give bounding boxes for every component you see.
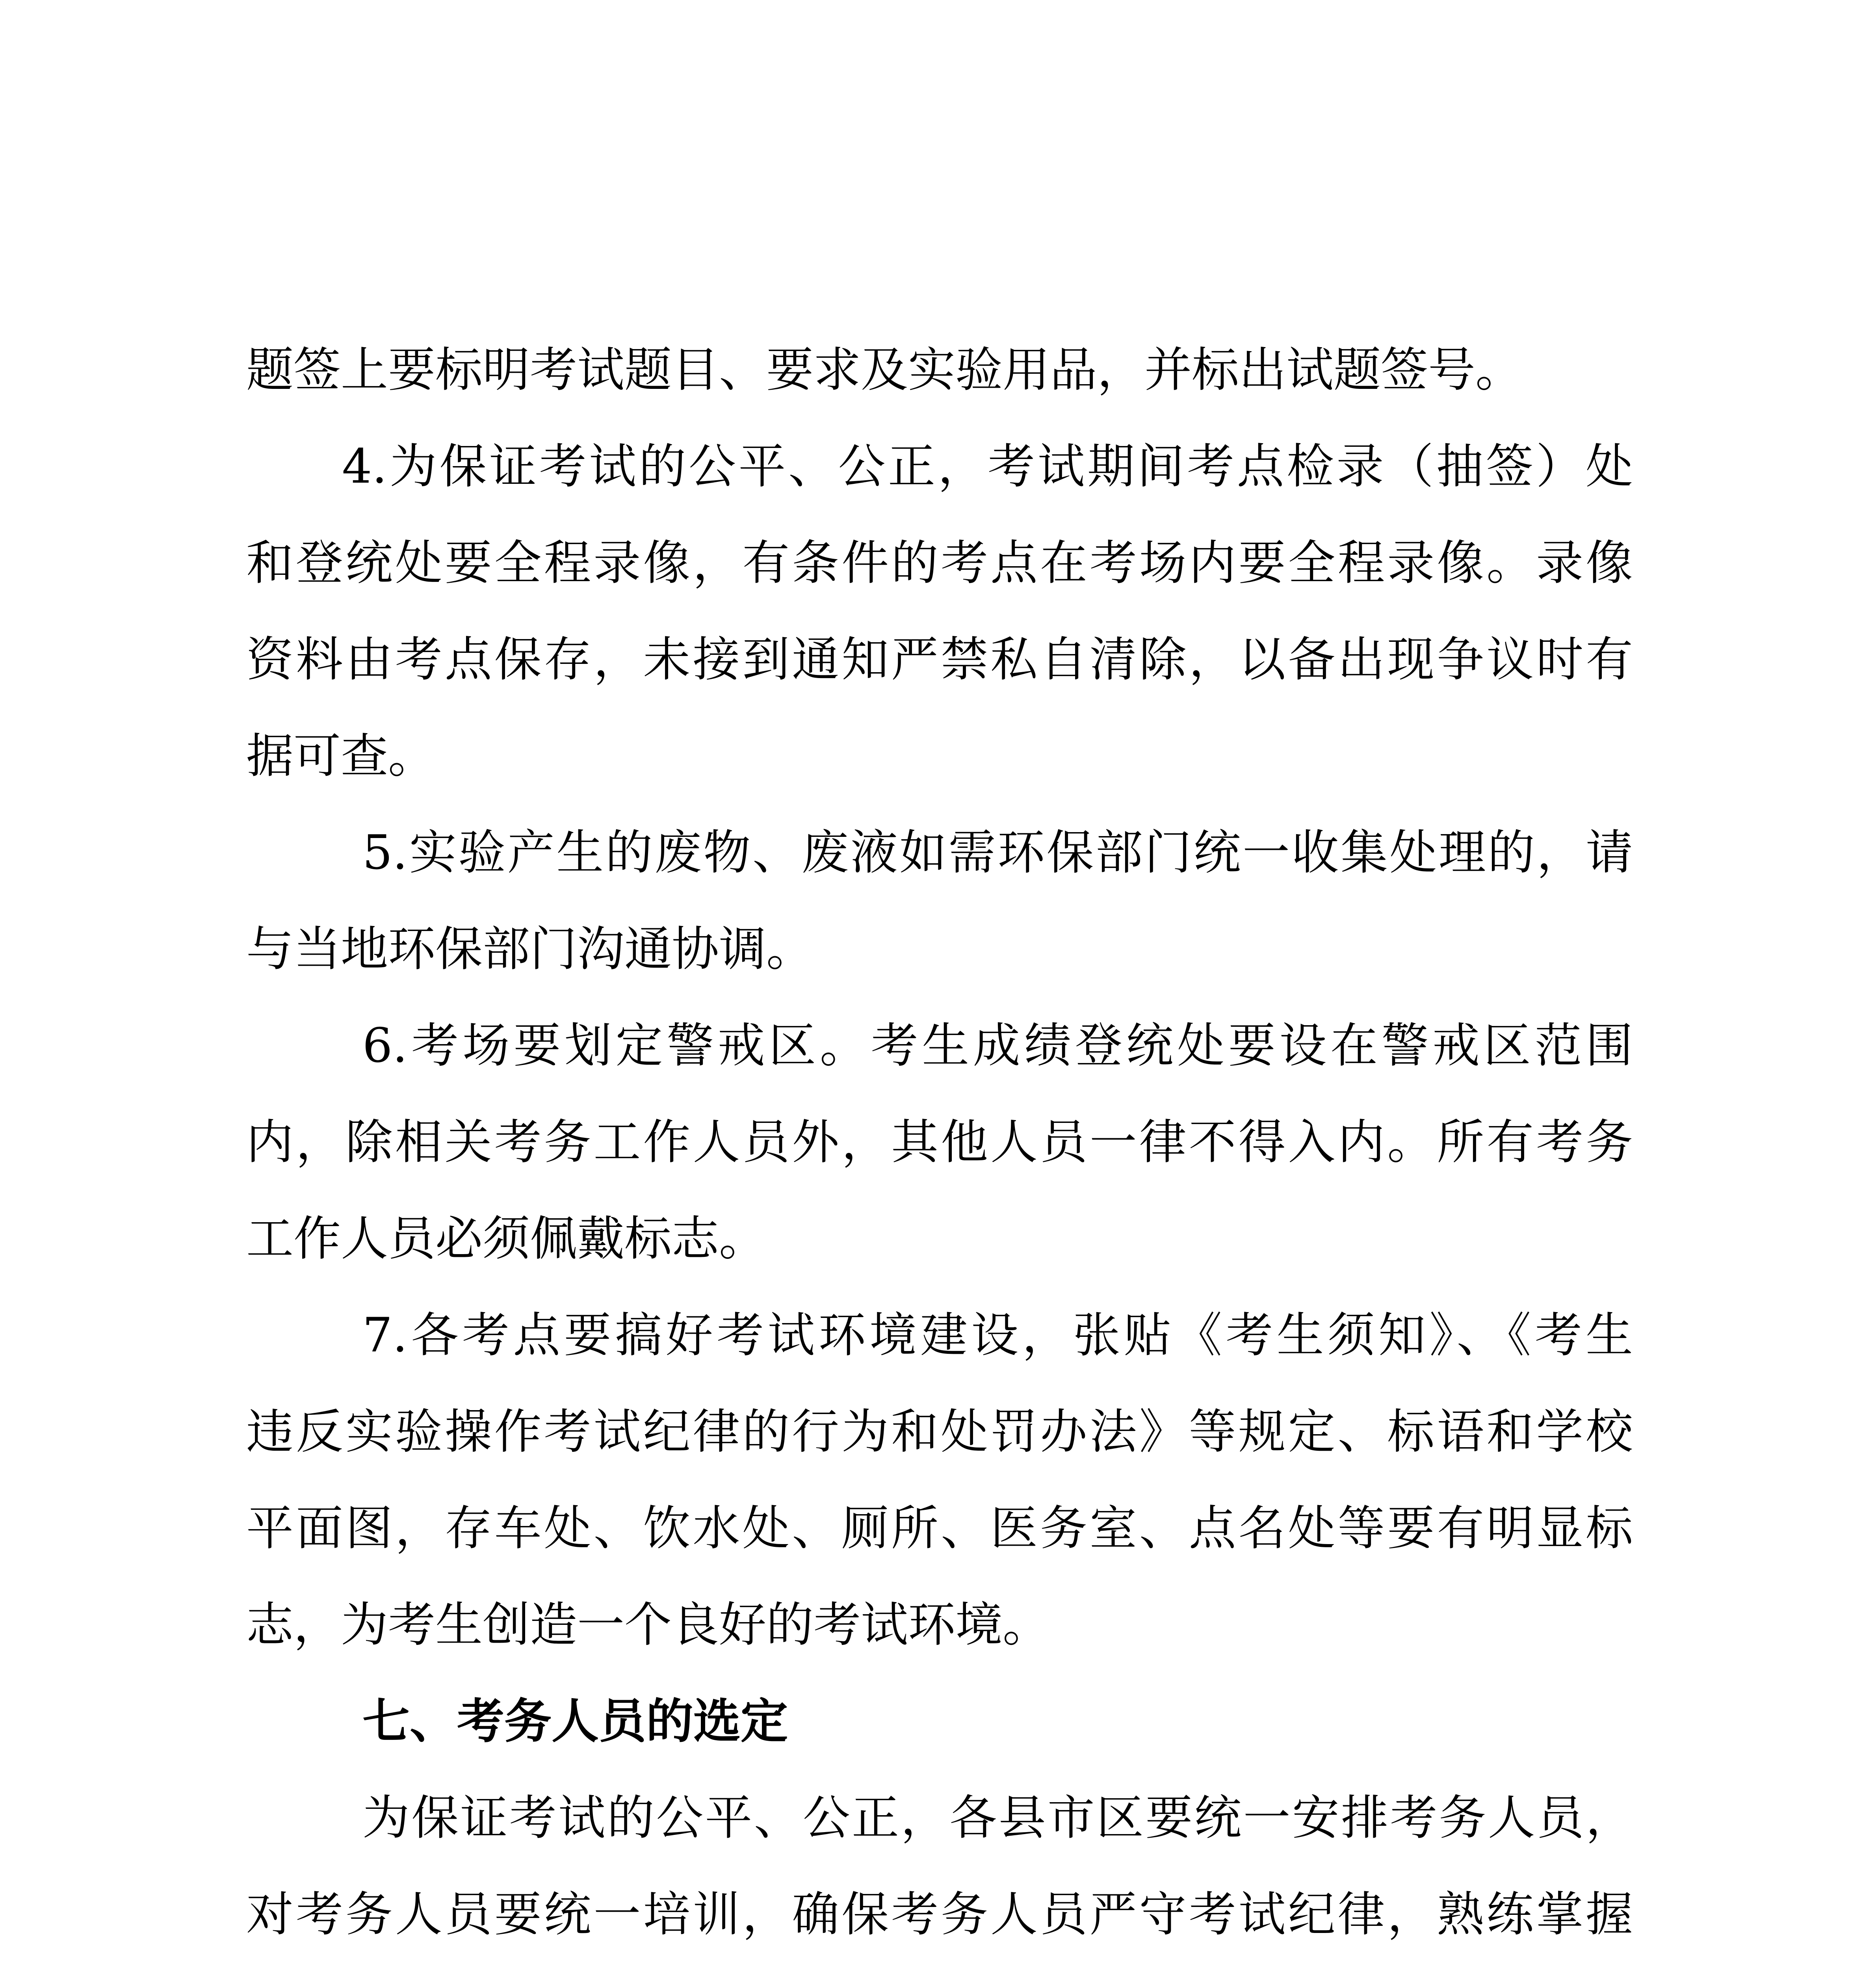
text-line: 工作人员必须佩戴标志。	[246, 1212, 766, 1266]
text-line: 4.为保证考试的公平、公正，考试期间考点检录（抽签）处	[342, 439, 1633, 494]
text-line: 和登统处要全程录像，有条件的考点在考场内要全程录像。录像	[246, 536, 1633, 591]
text-line: 据可查。	[246, 729, 435, 784]
text-line: 题签上要标明考试题目、要求及实验用品，并标出试题签号。	[246, 343, 1523, 398]
text-line: 平面图，存车处、饮水处、厕所、医务室、点名处等要有明显标	[246, 1501, 1633, 1556]
text-line: 为保证考试的公平、公正，各县市区要统一安排考务人员，	[362, 1791, 1633, 1845]
text-line: 与当地环保部门沟通协调。	[246, 922, 814, 977]
text-line: 对考务人员要统一培训，确保考务人员严守考试纪律，熟练掌握	[246, 1887, 1633, 1942]
text-line: 违反实验操作考试纪律的行为和处罚办法》等规定、标语和学校	[246, 1405, 1633, 1459]
text-line: 7.各考点要搞好考试环境建设，张贴《考生须知》、《考生	[362, 1308, 1633, 1363]
text-line: 内，除相关考务工作人员外，其他人员一律不得入内。所有考务	[246, 1115, 1633, 1170]
text-line: 5.实验产生的废物、废液如需环保部门统一收集处理的，请	[362, 825, 1633, 880]
text-line: 志，为考生创造一个良好的考试环境。	[246, 1598, 1050, 1652]
text-line: 资料由考点保存，未接到通知严禁私自清除，以备出现争议时有	[246, 632, 1633, 687]
text-line: 6.考场要划定警戒区。考生成绩登统处要设在警戒区范围	[362, 1018, 1633, 1073]
section-heading: 七、考务人员的选定	[362, 1694, 788, 1749]
